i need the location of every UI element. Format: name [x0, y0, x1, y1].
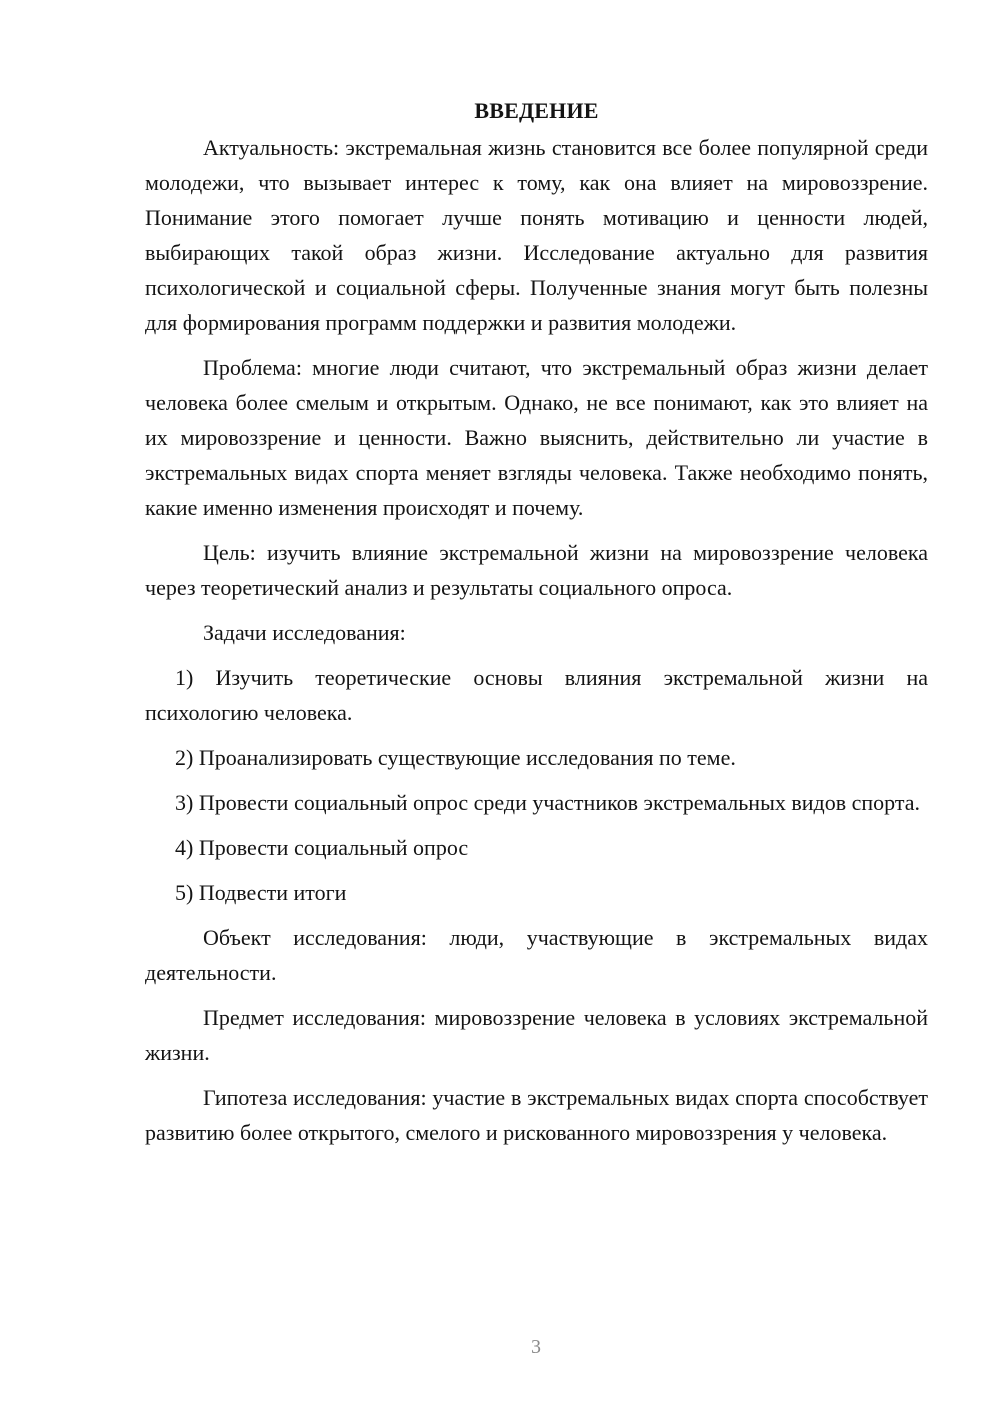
page-number: 3	[531, 1336, 541, 1358]
object-paragraph: Объект исследования: люди, участвующие в экстремальных видах деятельности.	[145, 925, 928, 985]
task-item-4: 4) Провести социальный опрос	[175, 835, 469, 860]
task-item-2: 2) Проанализировать существующие исследования по теме.	[175, 745, 736, 770]
problem-paragraph: Проблема: многие люди считают, что экстремальный образ жизни делает человека более смелым и открытым. Однако, не все понимают, как это влияет на их мировоззрение и ценности. Важно выяснить, действительно ли участие в экстремальных видах спорта меняет взгляды человека. Также необходимо понять, какие именно изменения происходят и почему.	[145, 355, 928, 520]
task-item-1: 1) Изучить теоретические основы влияния экстремальной жизни на психологию человека.	[145, 665, 928, 725]
task-item-3: 3) Провести социальный опрос среди участников экстремальных видов спорта.	[175, 790, 920, 815]
document-page	[145, 96, 928, 1160]
tasks-title: Задачи исследования:	[203, 620, 406, 645]
hypothesis-paragraph: Гипотеза исследования: участие в экстремальных видах спорта способствует развитию более открытого, смелого и рискованного мировоззрения у человека.	[145, 1085, 928, 1145]
task-item-5: 5) Подвести итоги	[175, 880, 347, 905]
relevance-paragraph: Актуальность: экстремальная жизнь становится все более популярной среди молодежи, что вызывает интерес к тому, как она влияет на мировоззрение. Понимание этого помогает лучше понять мотивацию и ценности людей, выбирающих такой образ жизни. Исследование актуально для развития психологической и социальной сферы. Полученные знания могут быть полезны для формирования программ поддержки и развития молодежи.	[145, 135, 928, 335]
goal-paragraph: Цель: изучить влияние экстремальной жизни на мировоззрение человека через теоретический анализ и результаты социального опроса.	[145, 540, 928, 600]
section-heading: ВВЕДЕНИЕ	[474, 98, 599, 123]
subject-paragraph: Предмет исследования: мировоззрение человека в условиях экстремальной жизни.	[145, 1005, 928, 1065]
